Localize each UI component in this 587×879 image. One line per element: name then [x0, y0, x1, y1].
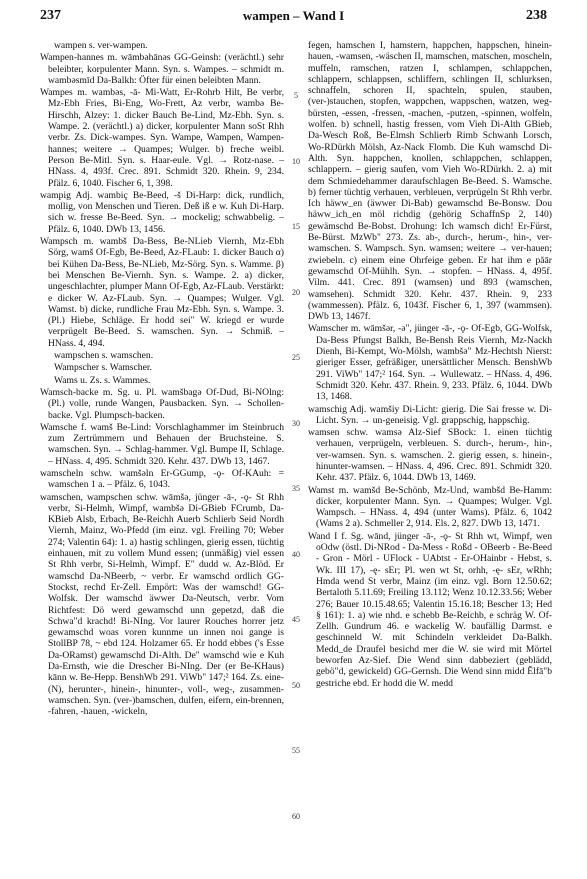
- line-number-gutter: [287, 40, 305, 870]
- page-header: [40, 8, 547, 30]
- page-number-right: 238: [526, 8, 547, 23]
- cross-reference: Wampscher s. Wamscher.: [54, 362, 152, 374]
- line-number: 55: [292, 746, 300, 755]
- dictionary-entry: Wampen-hannes m. wāmbəhānəs GG-Geinsh: (verächtl.) sehr beleibter, korpulenter Mann. Syn. s. Wampes. – schmidt m. wambəsmīd Da-Balkh: Öfter für einen beleibten Mann.: [40, 52, 284, 86]
- line-number: 40: [292, 549, 300, 559]
- dictionary-entry: Wampsch m. wambš Da-Bess, Be-NLieb Viernh, Mz-Ebh Sörg, wamš Of-Egb, Be-Beed, Az-FLaub: 1. dicker Bauch α) bei Kühen Da-Bess, Be-NLieb, Mz-Sörg. Syn. s. Wamme. β) bei Menschen Be-Viernh. Syn. s. Wampe. 2. a) dicker, ungeschlachter, plumper Mann Of-Egb, Az-FLaub. Verstärkt: e dicker W. Az-FLaub. Syn. → Quampes; Wulger. Vgl. Wamst. b) dicke, rundliche Frau Mz-Ebh. Syn. s. Wampe. 3. (Pl.) Hiebe, Schläge. Er hodd sei" W. kriegd er wurde verprügelt Be-Beed. S. wamschen. Syn. → Schmiß. – HNass. 4, 494.: [40, 236, 284, 349]
- line-number: 25: [292, 353, 300, 362]
- dictionary-entry: wamschig Adj. wamšiy Di-Licht: gierig. Die Sai fresse w. Di-Licht. Syn. → un-geneisig. Vgl. grappschig, happschig.: [308, 403, 552, 426]
- dictionary-entry: wamsen schw. wamsə Alz-Sief SBock: 1. einen tüchtig verhauen, verprügeln, verbleuen. S. durch-, herum-, hin-, ver-wamsen. Syn. s. wamschen. 2. gierig essen, s. hinein-, hinunter-wamsen. – HNass. 4, 496. Crec. 891. Schmidt 320. Kehr. 437. Pfälz. 6, 1044. DWb 13, 1469.: [308, 427, 552, 484]
- dictionary-entry: wamscheln schw. wamšəln Er-GGump, -ǫ- Of-KAuh: = wamschen 1 a. – Pfälz. 6, 1043.: [40, 467, 284, 491]
- left-column: [40, 40, 284, 719]
- line-number: 35: [292, 484, 300, 493]
- dictionary-entry: Wamsch-backe m. Sg. u. Pl. wamšbagə Of-Dud, Bi-NOlng: (Pl.) volle, runde Wangen, Pausbacken. Syn. → Schollen-backe. Vgl. Plumpsch-backen.: [40, 386, 284, 421]
- cross-reference: Wams u. Zs. s. Wammes.: [54, 374, 151, 386]
- line-number: 5: [294, 91, 298, 100]
- dictionary-entry: Wampes m. wambəs, -ā- Mi-Watt, Er-Rohrb Hilt, Be verbr, Mz-Ebh Fries, Bi-Eng, Wo-Frett, Az verbr, wambə Be-Hirschh, Alzey: 1. dicker Bauch Be-Lind, Mz-Ebh. Syn. s. Wampe. 2. (verächtl.) a) dicker, korpulenter Mann soSt Rhh verbr. Zs. Dick-wampes. Syn. Wampe, Wampen, Wampen-hannes; weitere → Quampes; Wulger. b) freche weibl. Person Be-Mitl. Syn. s. Haar-eule. Vgl. → Rotz-nase. – HNass. 4, 493f. Crec. 891. Schmidt 320. Rhein. 9, 234. Pfälz. 6, 1040. Fischer 6, 1, 398.: [40, 87, 284, 189]
- page-number-left: 237: [40, 8, 61, 23]
- right-column: [308, 40, 552, 690]
- line-number: 50: [292, 680, 300, 690]
- dictionary-entry: Wamsche f. wamš Be-Lind: Vorschlaghammer im Steinbruch zum Zertrümmern und Behauen der Bruchsteine. S. wamschen. Syn. → Schlag-hammer. Vgl. Bumpe II, Schlage. – HNass. 4, 495. Schmidt 320. Kehr. 437. DWb 13, 1467.: [40, 421, 284, 467]
- dictionary-entry: Wamst m. wamšd Be-Schönb, Mz-Und, wambšd Be-Hamm: dicker, korpulenter Mann. Syn. → Quampes; Wulger. Vgl. Wampsch. – HNass. 4, 494 (unter Wams). Pfälz. 6, 1042 (Wams 2 a). Schmeller 2, 914. Els. 2, 827. DWb 13, 1471.: [308, 484, 552, 530]
- running-title: wampen – Wand I: [242, 8, 345, 23]
- dictionary-entry: Wamscher m. wāmšər, -ə", jünger -ā-, -ǫ- Of-Egb, GG-Wolfsk, Da-Bess Pfungst Balkh, Be-Bensh Reis Viernh, Mz-Nackh Dienh, Bi-Kempt, Wo-Mölsh, wambšə" Mz-Hechtsh Nierst: gieriger Esser, gefräßiger, unersättlicher Mensch. BenshWb 291. ViWb" 147;² 164. Syn. → Wullewatz. – HNass. 4, 496. Schmidt 320. Kehr. 437. Rhein. 9, 233. Pfälz. 6, 1044. DWb 13, 1468.: [308, 323, 552, 403]
- dictionary-entry: fegen, hamschen I, hamstern, happchen, happschen, hinein-hauen, -wamsen, -wäschen II, mamschen, matschen, moscheln, muffeln, ramschen, ratzen I, schlampen, schlappchen, schlappern, schlappsen, schliffern, schlingen II, schlurksen, schnaffeln, schoren II, spachteln, spulen, stauben, (ver-)stauchen, stopfen, wappchen, wappschen, watzen, weg-bürsten, -essen, -fressen, -machen, -putzen, -spinnen, wolfeln, wolfen. b) schnell, hastig fressen, vom Vieh Di-Alth GBieb, Da-Wesch Roß, Be-Elmsh Schlierb Rimb Schwanh Lorsch, Wo-RDürkh Mölsh, Az-Nack Flomb. Die Kuh wamschd Di-Alth. Syn. happchen, knollen, schlappchen, schlappen, schlappern. – gierig saufen, vom Vieh Wo-RDürkh. 2. a) mit dem Schmiedehammer daraufschlagen Be-Beed. S. Wamsche. b) ferner tüchtig verhauen, verbleuen, verprügeln St Rhh verbr. Ich häww_en (äwwer Di-Bab) gewamschd Be-Bonsw. Dou häww_ich_en möl richdig (gehörig SchaffnSp 2, 140) gewämschd Be-Bobst. Drohung: Ich wamsch dich! Er-Fürst, Be-Bürst. MzWb" 273. Zs. ab-, durch-, herum-, hin-, ver-wamschen. S. Wampsch. Syn. wamsen; weitere → ver-hauen; zwiebeln. c) einem eine Ohrfeige geben. Er hat ihm e păār gewamschd Of-Mühlh. Syn. → stopfen. – HNass. 4, 495f. Vilm. 441. Crec. 891 (wamsen) und 893 (wamschen, wamsehen). Schmidt 320. Kehr. 437. Rhein. 9, 233 (wammessen). Pfälz. 6, 1043f. Fischer 6, 1, 397 (wammsen). DWb 13, 1467f.: [308, 40, 552, 323]
- dictionary-entry: Wand I f. Sg. wānd, jünger -ā-, -ǫ- St Rhh wt, Wimpf, wen oOdw (östl. Di-NRod - Da-Mess - Roßd - OBeerb - Be-Beed - Gron - Mörl - UFlock - UAbtst - Er-OHainbr - Hebst, s. Wk. III 17), -ę- sEr; Pl. wen wt St, orhh, -ę- sEr, wRhh; Hmda wend St verbr, Mainz (im einz. vgl. Born 12.50.62; Bertaloth 5.11.69; Freiling 13.112; Wenz 10.12.33.56; Weber 276; Bauer 10.15.48.65; Valentin 15.16.18; Bescher 13; Hed § 161): 1. a) wie nhd. e schebb Be-Reichb, e schräg W. Of-Zellh. Gundrum 46. e wackelig W. baufällig Darmst. e geschinneld W. mit Schindeln verkleidet Da-Balkh. Medd_de Draufel besichd mer die W. sie wird mit Mörtel beworfen Az-Sief. Die Wend sinn dabbeziert (geblädd, gebö"d, gewickeld) GG-Gernsh. Die Wend sinn midd Ělfā"b gestriche ebd. Er hodd die W. medd: [308, 530, 552, 689]
- line-number: 60: [292, 811, 300, 821]
- line-number: 15: [292, 222, 300, 231]
- cross-reference: wampschen s. wamschen.: [54, 350, 154, 362]
- dictionary-entry: wamschen, wampschen schw. wāmšə, jünger -ā-, -ǫ- St Rhh verbr, Si-Helmh, Wimpf, wambšə Di-GBieb FCrumb, Da-KBieb Alsb, Erbach, Be-Reichh Auerb Schlierb Seid Nordh Viernh, Mainz, Wo-Pfedd (im einz. vgl. Freiling 70; Weber 274; Valentin 64): 1. a) hastig schlingen, gierig essen, tüchtig einhauen, mit zu vollem Mund essen; (unmäßig) viel essen St Rhh verbr, Si-Helmh, Wimpf. E" dudd w. Az-Blöd. Er wamschd Da-NBeerb, ~ verbr. Er wamschd ordlich GG-Stockst, rechd Er-Zell. Empört: Was der wamschd! GG-Wolfsk. Der wamschd äwwer Da-Neutsch, verbr. Vom Richtfest: Dö werd gewamschd unn gepetzd, daß die Schwa"d krachd! Bi-NIng. Vor laurer Rouches horrer jetz gewamschd woas voren kunnme un innen noi gange is StollBP 78, ~ ebd 124. Holzamer 65. Er hodd ebbes ('s Esse Da-ORamst) gewamschd Di-Alth. De" wamschd wie e Kuh Da-Ernsth, wie die Drescher Bi-NIng. Der (er Be-KHaus) kānn w. Be-Hepp. BenshWb 291. ViWb" 147;² 164. Zs. eine- (N), herunter-, hinein-, hinunter-, voll-, weg-, zusammen-wamschen. Syn. (ver-)bamschen, dulfen, eifern, ein-brennen, -fahren, -hauen, -wickeln,: [40, 491, 284, 718]
- cross-reference: wampen s. ver-wampen.: [54, 40, 148, 51]
- line-number: 45: [292, 615, 300, 624]
- dictionary-entry: wampig Adj. wambiç Be-Beed, -š Di-Harp: dick, rundlich, mollig, von Menschen und Tieren. Deß iß e w. Kuh Di-Harp. sich w. fresse Be-Beed. Syn. → mockelig; schwabbelig. – Pfälz. 6, 1040. DWb 13, 1456.: [40, 189, 284, 235]
- line-number: 10: [292, 156, 300, 166]
- line-number: 30: [292, 418, 300, 428]
- line-number: 20: [292, 287, 300, 297]
